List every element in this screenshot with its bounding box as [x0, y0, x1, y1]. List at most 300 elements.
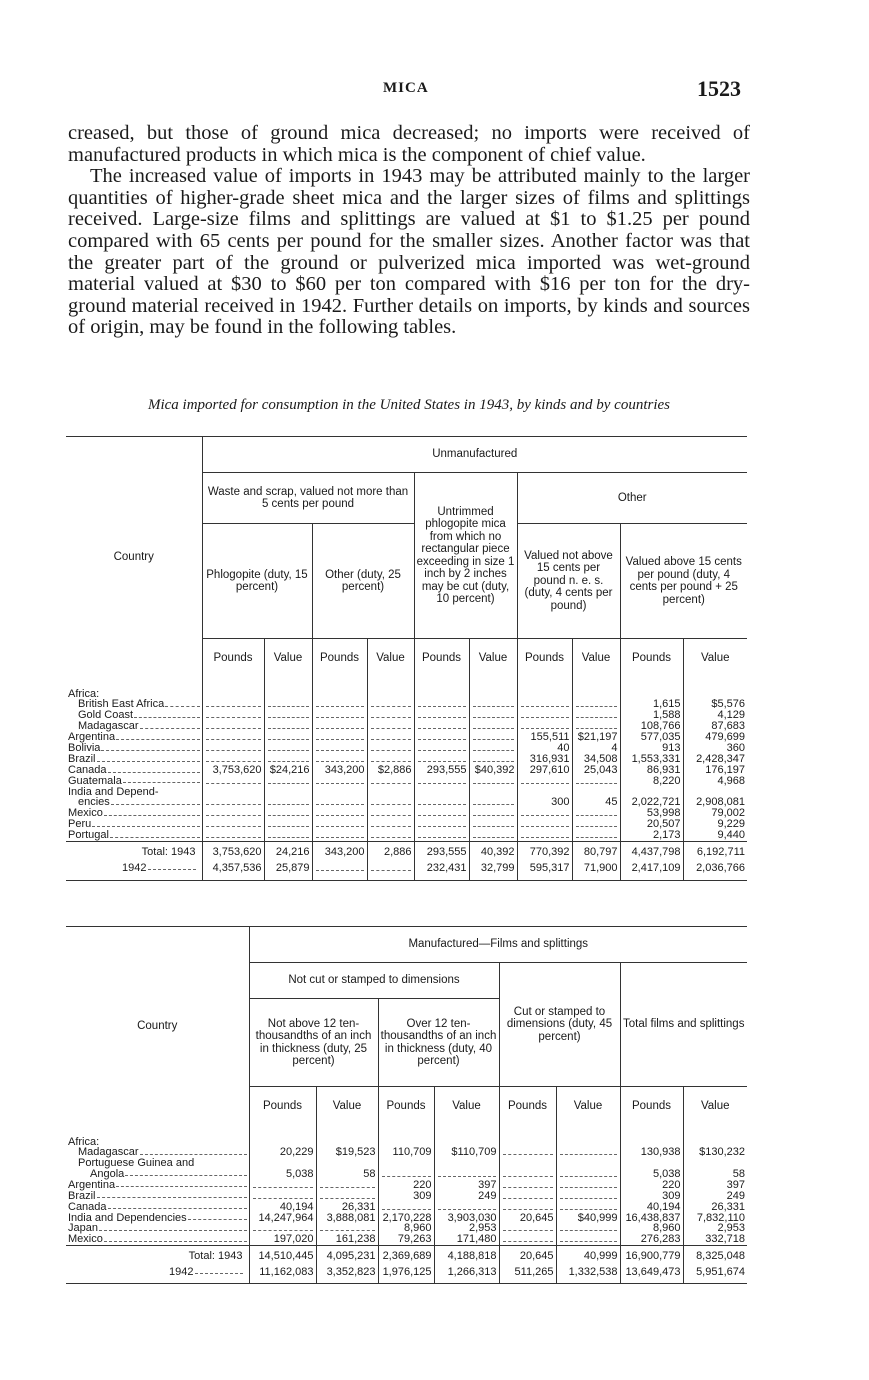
total-year-label: Total: 1943	[188, 1250, 243, 1262]
pounds-cell	[414, 721, 469, 732]
total-value-cell: 80,797	[572, 842, 620, 858]
table-row	[66, 830, 747, 842]
pounds-cell	[414, 797, 469, 808]
country-label: Portugal	[68, 829, 109, 842]
value-cell	[469, 699, 517, 710]
pounds-cell: 20,229	[249, 1147, 316, 1158]
pounds-header: Pounds	[249, 1087, 316, 1125]
value-cell	[367, 689, 414, 700]
pounds-header: Pounds	[620, 639, 683, 677]
value-cell	[264, 710, 312, 721]
pounds-cell: 108,766	[620, 721, 683, 732]
value-cell	[367, 732, 414, 743]
valued-above-header: Valued above 15 cents per pound (duty, 4 cents per pound + 25 percent)	[620, 524, 747, 639]
value-cell	[367, 808, 414, 819]
value-header: Value	[367, 639, 414, 677]
total-pounds-cell: 511,265	[499, 1262, 556, 1278]
value-cell	[367, 721, 414, 732]
table-row	[66, 1202, 747, 1213]
pounds-cell	[414, 830, 469, 842]
pounds-cell	[499, 1180, 556, 1191]
pounds-cell	[517, 819, 572, 830]
spacer-row	[66, 677, 747, 689]
total-label	[66, 842, 202, 858]
total-row	[66, 842, 747, 858]
country-label: Africa:	[68, 1135, 100, 1148]
pounds-cell: 155,511	[517, 732, 572, 743]
country-label: Argentina	[68, 1178, 116, 1191]
value-cell	[367, 776, 414, 787]
cut-stamped-header: Cut or stamped to dimensions (duty, 45 percent)	[499, 963, 620, 1087]
value-cell: 26,331	[683, 1202, 747, 1213]
total-pounds-cell: 343,200	[312, 842, 367, 858]
total-pounds-cell: 20,645	[499, 1246, 556, 1262]
total-pounds-cell: 14,510,445	[249, 1246, 316, 1262]
country-label: Africa:	[68, 687, 100, 700]
total-row	[66, 1262, 747, 1278]
pounds-cell	[414, 732, 469, 743]
country-cell	[66, 1158, 249, 1169]
value-cell	[556, 1223, 620, 1234]
value-cell: 58	[316, 1169, 378, 1180]
pounds-cell	[312, 787, 367, 798]
pounds-cell	[378, 1202, 434, 1213]
running-head-title: MICA	[383, 80, 429, 96]
total-value-cell: 40,392	[469, 842, 517, 858]
table-row	[66, 797, 747, 808]
pounds-cell: 40	[517, 743, 572, 754]
total-pounds-cell: 3,753,620	[202, 842, 264, 858]
value-cell: 45	[572, 797, 620, 808]
country-cell	[66, 1234, 249, 1246]
value-cell	[264, 797, 312, 808]
total-year-label: 1942	[169, 1265, 194, 1278]
spacer-row	[66, 1277, 747, 1284]
value-cell: $130,232	[683, 1147, 747, 1158]
table-row	[66, 1191, 747, 1202]
pounds-cell	[312, 776, 367, 787]
value-header: Value	[556, 1087, 620, 1125]
value-cell: 479,699	[683, 732, 747, 743]
pounds-cell	[499, 1202, 556, 1213]
total-value-cell: 25,879	[264, 858, 312, 874]
value-cell	[556, 1234, 620, 1246]
pounds-cell	[312, 699, 367, 710]
total-value-cell: 4,188,818	[434, 1246, 499, 1262]
pounds-cell: 293,555	[414, 765, 469, 776]
value-cell: 397	[683, 1180, 747, 1191]
value-cell: $40,999	[556, 1213, 620, 1224]
pounds-cell: 343,200	[312, 765, 367, 776]
value-header: Value	[316, 1087, 378, 1125]
table-row	[66, 776, 747, 787]
table-row	[66, 1169, 747, 1180]
pounds-header: Pounds	[414, 639, 469, 677]
pounds-cell: 40,194	[249, 1202, 316, 1213]
table-row	[66, 765, 747, 776]
total-value-cell: 6,192,711	[683, 842, 747, 858]
total-pounds-cell: 770,392	[517, 842, 572, 858]
pounds-cell	[499, 1158, 556, 1169]
country-label: Argentina	[68, 731, 116, 744]
total-row	[66, 858, 747, 874]
value-header: Value	[264, 639, 312, 677]
total-pounds-cell: 16,900,779	[620, 1246, 683, 1262]
value-header: Value	[434, 1087, 499, 1125]
value-cell: 7,832,110	[683, 1213, 747, 1224]
pounds-cell	[517, 699, 572, 710]
value-cell	[367, 699, 414, 710]
value-cell	[264, 732, 312, 743]
country-column-header: Country	[113, 550, 154, 563]
pounds-cell: 20,645	[499, 1213, 556, 1224]
pounds-cell: 8,960	[620, 1223, 683, 1234]
country-label: Canada	[68, 764, 107, 776]
value-cell	[264, 830, 312, 842]
total-label	[66, 858, 202, 874]
value-cell	[264, 743, 312, 754]
total-value-cell: 3,352,823	[316, 1262, 378, 1278]
country-label: Gold Coast	[78, 709, 134, 722]
pounds-cell	[414, 808, 469, 819]
total-year-label: Total: 1943	[141, 846, 196, 858]
value-header: Value	[572, 639, 620, 677]
pounds-cell	[414, 787, 469, 798]
value-cell: 2,908,081	[683, 797, 747, 808]
value-cell	[469, 689, 517, 700]
value-cell	[367, 710, 414, 721]
pounds-header: Pounds	[312, 639, 367, 677]
total-value-cell: 24,216	[264, 842, 312, 858]
pounds-cell	[620, 1158, 683, 1169]
pounds-cell	[414, 710, 469, 721]
total-value-cell: 2,886	[367, 842, 414, 858]
value-cell	[469, 710, 517, 721]
pounds-cell	[414, 699, 469, 710]
value-cell: $21,197	[572, 732, 620, 743]
country-label: India and Dependencies	[68, 1211, 187, 1224]
value-header: Value	[683, 1087, 747, 1125]
country-label: Canada	[68, 1200, 107, 1213]
value-cell: 4,129	[683, 710, 747, 721]
country-label: Portuguese Guinea and	[78, 1157, 195, 1169]
pounds-cell	[202, 710, 264, 721]
pounds-cell: 913	[620, 743, 683, 754]
total-label	[66, 1262, 249, 1278]
pounds-cell: 2,170,228	[378, 1213, 434, 1224]
total-year-label: 1942	[122, 861, 147, 874]
pounds-cell	[249, 1191, 316, 1202]
pounds-cell	[202, 732, 264, 743]
pounds-header: Pounds	[202, 639, 264, 677]
country-cell	[66, 1191, 249, 1202]
value-cell	[367, 830, 414, 842]
pounds-cell: 1,615	[620, 699, 683, 710]
spacer-row	[66, 1125, 747, 1137]
total-value-cell: 2,036,766	[683, 858, 747, 874]
pounds-cell	[202, 797, 264, 808]
pounds-cell	[517, 830, 572, 842]
pounds-cell	[414, 689, 469, 700]
total-value-cell: 32,799	[469, 858, 517, 874]
country-label: Angola	[90, 1167, 125, 1180]
pounds-header: Pounds	[499, 1087, 556, 1125]
value-cell	[572, 776, 620, 787]
value-cell	[469, 819, 517, 830]
value-cell	[367, 787, 414, 798]
total-value-cell	[367, 858, 414, 874]
total-pounds-cell: 1,976,125	[378, 1262, 434, 1278]
value-cell: $110,709	[434, 1147, 499, 1158]
pounds-cell: 309	[620, 1191, 683, 1202]
pounds-cell	[312, 819, 367, 830]
value-cell	[469, 732, 517, 743]
country-label: Bolivia	[68, 742, 101, 755]
value-cell	[264, 808, 312, 819]
table-row	[66, 689, 747, 700]
pounds-cell	[202, 743, 264, 754]
value-cell	[469, 721, 517, 732]
total-pounds-cell: 293,555	[414, 842, 469, 858]
value-cell	[264, 787, 312, 798]
total-label	[66, 1246, 249, 1262]
paragraph-1: creased, but those of ground mica decreased; no imports were received of manufactured products in which mica is the component of chief value.	[68, 122, 750, 166]
pounds-cell	[249, 1180, 316, 1191]
country-label: Mexico	[68, 807, 103, 820]
total-value-cell: 1,332,538	[556, 1262, 620, 1278]
pounds-cell: 8,960	[378, 1223, 434, 1234]
pounds-cell	[312, 689, 367, 700]
value-cell: 9,229	[683, 819, 747, 830]
table-row	[66, 1158, 747, 1169]
country-label: India and Depend-	[68, 785, 159, 798]
value-header: Value	[469, 639, 517, 677]
pounds-header: Pounds	[517, 639, 572, 677]
value-cell: 4	[572, 743, 620, 754]
value-cell	[367, 743, 414, 754]
value-cell	[469, 776, 517, 787]
total-value-cell: 71,900	[572, 858, 620, 874]
total-films-header: Total films and splittings	[620, 963, 747, 1087]
pounds-cell	[517, 689, 572, 700]
value-cell: 2,428,347	[683, 754, 747, 765]
value-cell	[556, 1191, 620, 1202]
value-cell: 3,888,081	[316, 1213, 378, 1224]
total-pounds-cell: 4,437,798	[620, 842, 683, 858]
pounds-cell: 2,173	[620, 830, 683, 842]
pounds-cell: 53,998	[620, 808, 683, 819]
pounds-cell: 2,022,721	[620, 797, 683, 808]
manufactured-imports-table	[66, 926, 747, 1284]
value-cell: 3,903,030	[434, 1213, 499, 1224]
value-cell: 9,440	[683, 830, 747, 842]
pounds-cell	[499, 1234, 556, 1246]
pounds-cell	[499, 1147, 556, 1158]
pounds-cell	[517, 808, 572, 819]
country-label: Madagascar	[78, 1146, 139, 1159]
value-cell	[556, 1180, 620, 1191]
value-cell	[469, 743, 517, 754]
value-cell	[316, 1158, 378, 1169]
value-cell: 360	[683, 743, 747, 754]
value-cell: $5,576	[683, 699, 747, 710]
value-cell: 2,953	[683, 1223, 747, 1234]
value-cell	[572, 819, 620, 830]
pounds-cell	[202, 830, 264, 842]
pounds-cell: 16,438,837	[620, 1213, 683, 1224]
pounds-cell	[202, 689, 264, 700]
over-header: Over 12 ten-thousandths of an inch in thickness (duty, 40 percent)	[378, 999, 499, 1087]
pounds-cell	[312, 808, 367, 819]
pounds-cell	[202, 699, 264, 710]
pounds-cell	[414, 819, 469, 830]
country-label: British East Africa	[78, 698, 165, 711]
value-cell: 34,508	[572, 754, 620, 765]
pounds-cell: 316,931	[517, 754, 572, 765]
value-cell	[469, 797, 517, 808]
value-cell	[434, 1169, 499, 1180]
pounds-cell	[378, 1169, 434, 1180]
value-cell	[434, 1158, 499, 1169]
total-pounds-cell: 11,162,083	[249, 1262, 316, 1278]
pounds-header: Pounds	[620, 1087, 683, 1125]
pounds-cell	[499, 1169, 556, 1180]
total-pounds-cell: 232,431	[414, 858, 469, 874]
pounds-cell	[517, 776, 572, 787]
total-pounds-cell: 4,357,536	[202, 858, 264, 874]
valued-not-above-header: Valued not above 15 cents per pound n. e. s. (duty, 4 cents per pound)	[517, 524, 620, 639]
pounds-cell: 3,753,620	[202, 765, 264, 776]
country-label: Japan	[68, 1222, 98, 1235]
value-cell	[572, 710, 620, 721]
spacer-row	[66, 874, 747, 881]
pounds-cell	[414, 776, 469, 787]
total-pounds-cell	[312, 858, 367, 874]
total-value-cell: 40,999	[556, 1246, 620, 1262]
value-cell	[264, 721, 312, 732]
value-cell: 397	[434, 1180, 499, 1191]
value-cell	[469, 787, 517, 798]
total-pounds-cell: 13,649,473	[620, 1262, 683, 1278]
pounds-cell: 300	[517, 797, 572, 808]
value-cell	[572, 830, 620, 842]
total-value-cell: 4,095,231	[316, 1246, 378, 1262]
value-cell: 332,718	[683, 1234, 747, 1246]
pounds-cell: 1,553,331	[620, 754, 683, 765]
value-cell	[556, 1147, 620, 1158]
pounds-cell: 309	[378, 1191, 434, 1202]
total-pounds-cell: 595,317	[517, 858, 572, 874]
pounds-cell: 220	[620, 1180, 683, 1191]
value-cell: $2,886	[367, 765, 414, 776]
pounds-cell	[312, 732, 367, 743]
value-cell: 2,953	[434, 1223, 499, 1234]
total-pounds-cell: 2,369,689	[378, 1246, 434, 1262]
value-cell: 161,238	[316, 1234, 378, 1246]
value-cell	[264, 776, 312, 787]
pounds-cell	[202, 808, 264, 819]
value-cell: 58	[683, 1169, 747, 1180]
total-value-cell: 5,951,674	[683, 1262, 747, 1278]
pounds-cell	[499, 1191, 556, 1202]
value-cell: $24,216	[264, 765, 312, 776]
value-cell	[316, 1191, 378, 1202]
pounds-cell: 14,247,964	[249, 1213, 316, 1224]
value-cell: 4,968	[683, 776, 747, 787]
value-cell: 25,043	[572, 765, 620, 776]
country-label: Guatemala	[68, 774, 122, 787]
table-caption: Mica imported for consumption in the United States in 1943, by kinds and by countries	[147, 397, 671, 413]
value-cell	[367, 797, 414, 808]
pounds-cell: 5,038	[249, 1169, 316, 1180]
value-cell	[556, 1158, 620, 1169]
value-cell	[572, 699, 620, 710]
table1-body	[66, 677, 747, 881]
pounds-cell	[499, 1223, 556, 1234]
table2-body	[66, 1125, 747, 1284]
pounds-cell: 577,035	[620, 732, 683, 743]
pounds-cell: 5,038	[620, 1169, 683, 1180]
value-cell	[469, 830, 517, 842]
country-cell	[66, 1202, 249, 1213]
pounds-header: Pounds	[378, 1087, 434, 1125]
country-label: Mexico	[68, 1233, 103, 1246]
country-column-header: Country	[137, 1019, 178, 1032]
value-cell	[264, 819, 312, 830]
value-cell	[264, 689, 312, 700]
country-cell	[66, 1169, 249, 1180]
pounds-cell: 220	[378, 1180, 434, 1191]
table-row	[66, 808, 747, 819]
pounds-cell	[312, 721, 367, 732]
country-cell	[66, 765, 202, 776]
pounds-cell: 20,507	[620, 819, 683, 830]
pounds-cell: 86,931	[620, 765, 683, 776]
other-header: Other	[517, 473, 747, 524]
pounds-cell: 1,588	[620, 710, 683, 721]
table-row	[66, 1180, 747, 1191]
pounds-cell	[378, 1158, 434, 1169]
country-label: Brazil	[68, 753, 96, 766]
other-waste-header: Other (duty, 25 percent)	[312, 524, 414, 639]
value-cell: 249	[434, 1191, 499, 1202]
not-cut-header: Not cut or stamped to dimensions	[249, 963, 499, 999]
country-label: Brazil	[68, 1189, 96, 1202]
country-cell	[66, 830, 202, 842]
value-cell	[264, 699, 312, 710]
body-text	[68, 123, 750, 339]
table-row	[66, 819, 747, 830]
unmanufactured-imports-table	[66, 436, 747, 881]
pounds-cell: 8,220	[620, 776, 683, 787]
pounds-cell	[202, 776, 264, 787]
total-row	[66, 1246, 747, 1262]
value-header: Value	[683, 639, 747, 677]
value-cell	[434, 1202, 499, 1213]
manufactured-header: Manufactured—Films and splittings	[249, 927, 747, 963]
pounds-cell: 276,283	[620, 1234, 683, 1246]
value-cell: $19,523	[316, 1147, 378, 1158]
value-cell	[469, 808, 517, 819]
pounds-cell	[517, 710, 572, 721]
total-value-cell: 1,266,313	[434, 1262, 499, 1278]
total-pounds-cell: 2,417,109	[620, 858, 683, 874]
pounds-cell: 79,263	[378, 1234, 434, 1246]
value-cell	[556, 1202, 620, 1213]
value-cell: $40,392	[469, 765, 517, 776]
country-label: Peru	[68, 818, 92, 831]
total-value-cell: 8,325,048	[683, 1246, 747, 1262]
